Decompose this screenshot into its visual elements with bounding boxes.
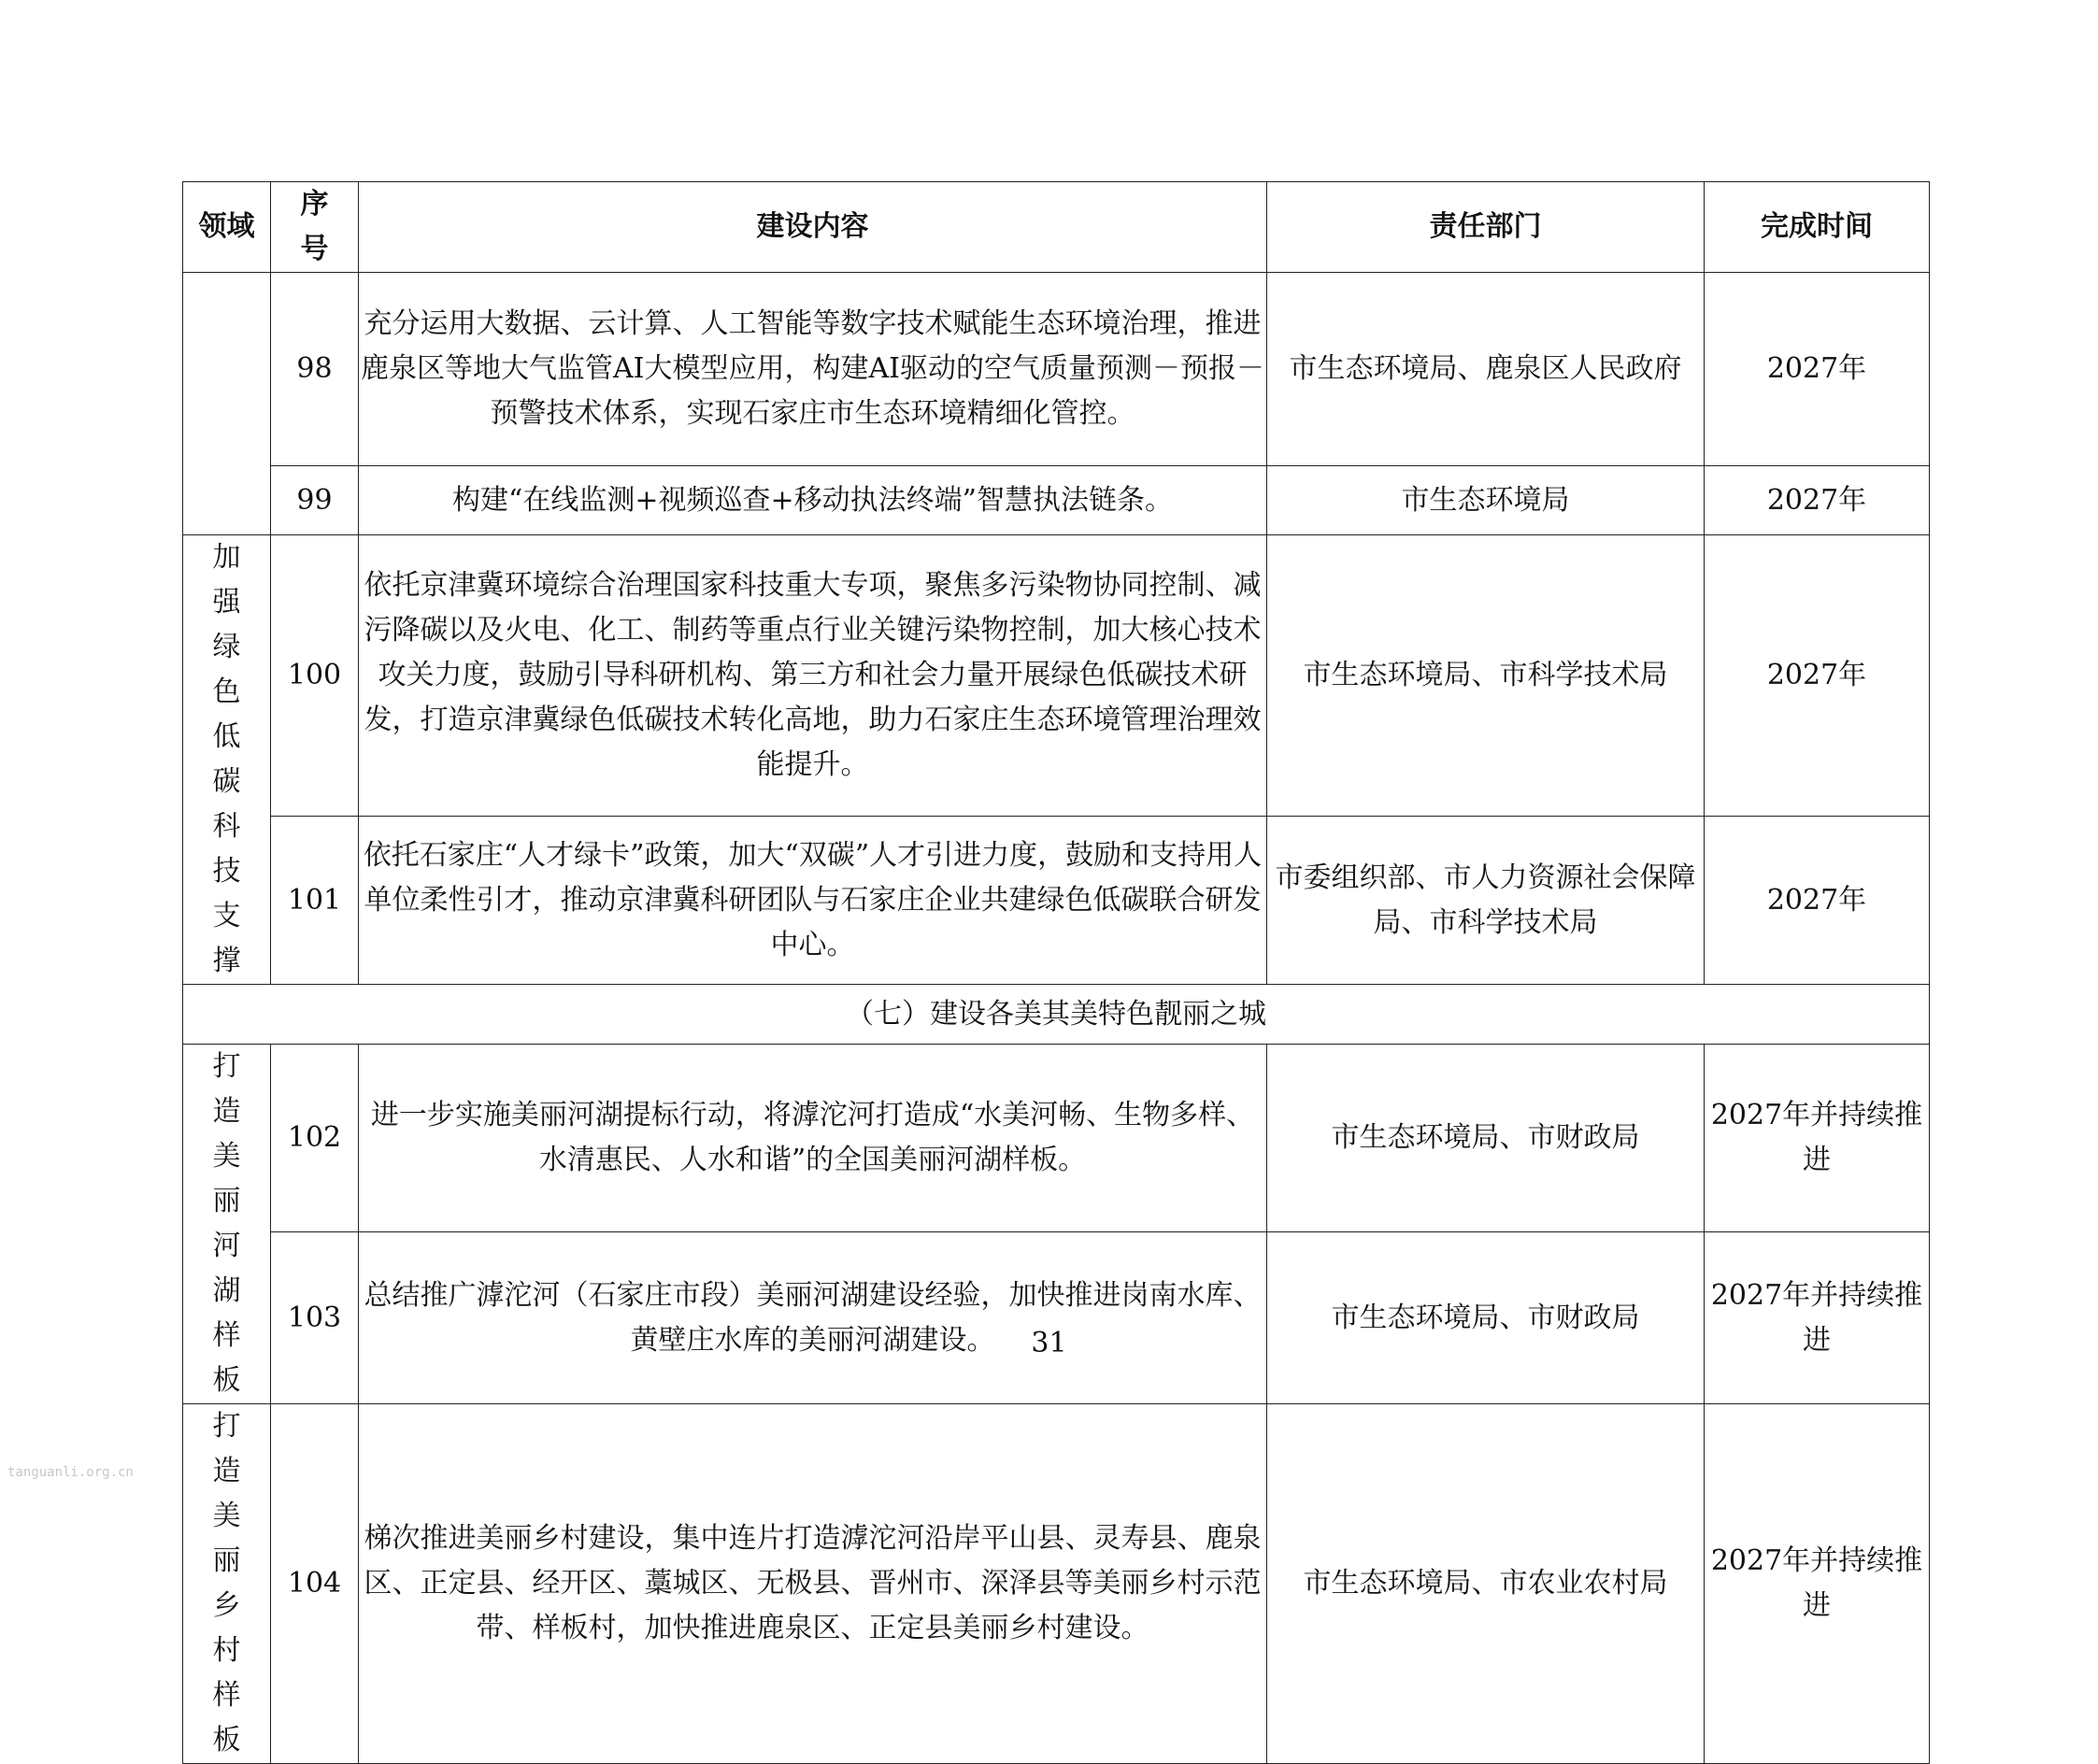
content-cell: 依托石家庄“人才绿卡”政策，加大“双碳”人才引进力度，鼓励和支持用人单位柔性引才，推动京津冀科研团队与石家庄企业共建绿色低碳联合研发中心。	[359, 817, 1267, 985]
page-number: 31	[1031, 1327, 1067, 1359]
dept-cell: 市生态环境局、鹿泉区人民政府	[1267, 273, 1705, 466]
table-row	[183, 466, 1930, 535]
time-cell: 2027年	[1705, 466, 1930, 535]
domain-cell-empty	[183, 273, 271, 535]
domain-text: 打造美丽河湖样板	[212, 1050, 241, 1397]
domain-text: 加强绿色低碳科技支撑	[212, 541, 241, 977]
time-cell: 2027年	[1705, 535, 1930, 817]
dept-cell: 市委组织部、市人力资源社会保障局、市科学技术局	[1267, 817, 1705, 985]
dept-cell: 市生态环境局、市财政局	[1267, 1045, 1705, 1232]
time-cell: 2027年并持续推进	[1705, 1404, 1930, 1764]
header-dept: 责任部门	[1267, 182, 1705, 273]
table-row	[183, 1232, 1930, 1404]
content-cell: 梯次推进美丽乡村建设，集中连片打造滹沱河沿岸平山县、灵寿县、鹿泉区、正定县、经开区、藁城区、无极县、晋州市、深泽县等美丽乡村示范带、样板村，加快推进鹿泉区、正定县美丽乡村建设。	[359, 1404, 1267, 1764]
dept-cell: 市生态环境局、市科学技术局	[1267, 535, 1705, 817]
seq-cell: 101	[271, 817, 359, 985]
section-row	[183, 985, 1930, 1045]
dept-cell: 市生态环境局、市财政局	[1267, 1232, 1705, 1404]
content-cell: 依托京津冀环境综合治理国家科技重大专项，聚焦多污染物协同控制、减污降碳以及火电、化工、制药等重点行业关键污染物控制，加大核心技术攻关力度，鼓励引导科研机构、第三方和社会力量开展绿色低碳技术研发，打造京津冀绿色低碳技术转化高地，助力石家庄生态环境管理治理效能提升。	[359, 535, 1267, 817]
time-cell: 2027年并持续推进	[1705, 1045, 1930, 1232]
domain-text: 打造美丽乡村样板	[212, 1410, 241, 1757]
table-row	[183, 535, 1930, 817]
header-domain: 领域	[183, 182, 271, 273]
time-cell: 2027年并持续推进	[1705, 1232, 1930, 1404]
table-row	[183, 1045, 1930, 1232]
time-cell: 2027年	[1705, 817, 1930, 985]
table-row	[183, 817, 1930, 985]
seq-cell: 104	[271, 1404, 359, 1764]
table-row	[183, 1404, 1930, 1764]
table-row	[183, 273, 1930, 466]
header-seq-text: 序号	[300, 188, 329, 265]
seq-cell: 103	[271, 1232, 359, 1404]
content-cell: 总结推广滹沱河（石家庄市段）美丽河湖建设经验，加快推进岗南水库、黄壁庄水库的美丽河湖建设。	[359, 1232, 1267, 1404]
header-seq	[271, 182, 359, 273]
content-cell: 进一步实施美丽河湖提标行动，将滹沱河打造成“水美河畅、生物多样、水清惠民、人水和谐”的全国美丽河湖样板。	[359, 1045, 1267, 1232]
dept-cell: 市生态环境局、市农业农村局	[1267, 1404, 1705, 1764]
domain-cell	[183, 1404, 271, 1764]
seq-cell: 99	[271, 466, 359, 535]
seq-cell: 100	[271, 535, 359, 817]
time-cell: 2027年	[1705, 273, 1930, 466]
table-header-row	[183, 182, 1930, 273]
content-cell: 构建“在线监测+视频巡查+移动执法终端”智慧执法链条。	[359, 466, 1267, 535]
section-title: （七）建设各美其美特色靓丽之城	[183, 985, 1930, 1045]
content-cell: 充分运用大数据、云计算、人工智能等数字技术赋能生态环境治理，推进鹿泉区等地大气监管AI大模型应用，构建AI驱动的空气质量预测－预报－预警技术体系，实现石家庄市生态环境精细化管控。	[359, 273, 1267, 466]
dept-cell: 市生态环境局	[1267, 466, 1705, 535]
seq-cell: 98	[271, 273, 359, 466]
seq-cell: 102	[271, 1045, 359, 1232]
planning-table	[182, 181, 1930, 1764]
domain-cell	[183, 535, 271, 985]
watermark: tanguanli.org.cn	[7, 1465, 134, 1480]
header-content: 建设内容	[359, 182, 1267, 273]
header-time: 完成时间	[1705, 182, 1930, 273]
